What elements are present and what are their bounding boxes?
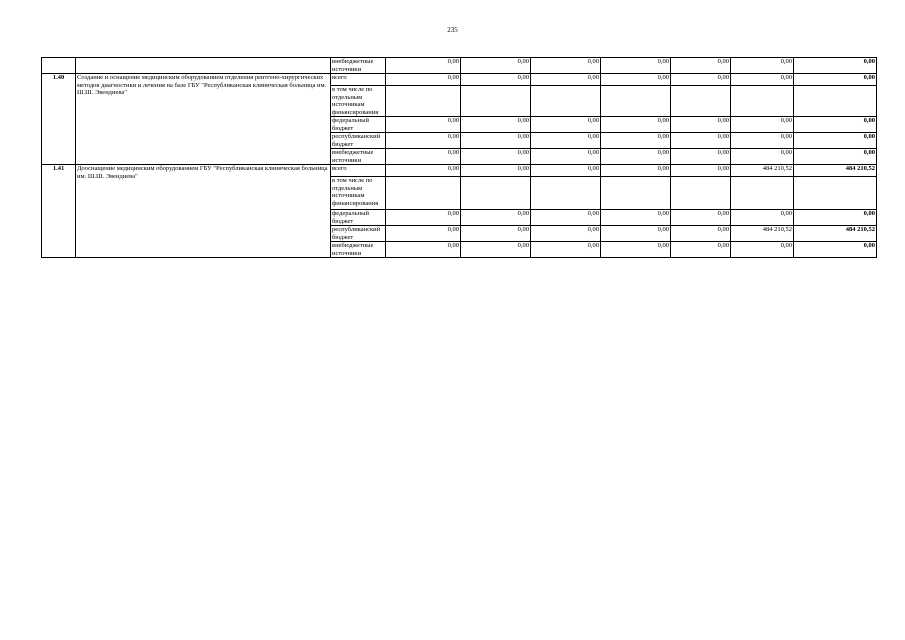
funding-source: республиканский бюджет xyxy=(331,133,386,149)
value-cell: 0,00 xyxy=(601,165,671,177)
total-value-cell: 0,00 xyxy=(794,58,877,74)
value-cell: 0,00 xyxy=(386,210,461,226)
table-body xyxy=(42,58,877,258)
value-cell xyxy=(601,177,671,210)
value-cell: 0,00 xyxy=(531,58,601,74)
value-cell xyxy=(671,177,731,210)
item-number-cell xyxy=(42,58,76,74)
value-cell: 0,00 xyxy=(461,117,531,133)
total-value-cell: 0,00 xyxy=(794,149,877,165)
value-cell: 0,00 xyxy=(461,242,531,258)
value-cell: 0,00 xyxy=(386,74,461,86)
table-row xyxy=(42,74,877,86)
total-value-cell xyxy=(794,177,877,210)
value-cell xyxy=(386,86,461,117)
item-number: 1.41 xyxy=(42,165,76,258)
value-cell: 0,00 xyxy=(731,117,794,133)
value-cell: 0,00 xyxy=(671,210,731,226)
funding-source: в том числе по отдельным источникам финансирования xyxy=(331,177,386,210)
value-cell: 0,00 xyxy=(601,210,671,226)
value-cell xyxy=(671,86,731,117)
value-cell: 0,00 xyxy=(601,133,671,149)
value-cell: 0,00 xyxy=(731,242,794,258)
value-cell: 0,00 xyxy=(731,58,794,74)
total-value-cell: 0,00 xyxy=(794,133,877,149)
value-cell: 0,00 xyxy=(671,133,731,149)
value-cell xyxy=(731,86,794,117)
value-cell: 0,00 xyxy=(671,117,731,133)
table-row xyxy=(42,58,877,74)
budget-table xyxy=(41,57,877,258)
funding-source: всего xyxy=(331,74,386,86)
value-cell: 0,00 xyxy=(671,226,731,242)
value-cell: 484 210,52 xyxy=(731,165,794,177)
funding-source: республиканский бюджет xyxy=(331,226,386,242)
value-cell: 0,00 xyxy=(531,149,601,165)
value-cell: 0,00 xyxy=(671,242,731,258)
value-cell: 0,00 xyxy=(731,210,794,226)
value-cell: 0,00 xyxy=(386,165,461,177)
funding-source: всего xyxy=(331,165,386,177)
funding-source: внебюджетные источники xyxy=(331,58,386,74)
item-description: Дооснащение медицинским оборудованием ГБУ "Республиканская клиническая больница им. Ш.Ш. Эвендиева" xyxy=(76,165,331,258)
value-cell: 0,00 xyxy=(671,149,731,165)
funding-source: в том числе по отдельным источникам финансирования xyxy=(331,86,386,117)
value-cell xyxy=(531,177,601,210)
value-cell: 0,00 xyxy=(461,74,531,86)
value-cell: 0,00 xyxy=(386,117,461,133)
value-cell xyxy=(531,86,601,117)
table-row xyxy=(42,165,877,177)
total-value-cell: 484 210,52 xyxy=(794,226,877,242)
funding-source: федеральный бюджет xyxy=(331,210,386,226)
value-cell: 0,00 xyxy=(731,133,794,149)
total-value-cell xyxy=(794,86,877,117)
value-cell: 0,00 xyxy=(461,165,531,177)
item-description: Создание и оснащение медицинским оборудованием отделения рентгено-хирургических методов диагностики и лечения на базе ГБУ "Республиканская клиническая больница им. Ш.Ш. Эвендиева" xyxy=(76,74,331,165)
value-cell: 0,00 xyxy=(601,149,671,165)
value-cell: 0,00 xyxy=(731,149,794,165)
value-cell: 0,00 xyxy=(386,149,461,165)
value-cell: 0,00 xyxy=(731,74,794,86)
value-cell: 0,00 xyxy=(461,210,531,226)
value-cell: 484 210,52 xyxy=(731,226,794,242)
value-cell: 0,00 xyxy=(386,242,461,258)
total-value-cell: 0,00 xyxy=(794,117,877,133)
total-value-cell: 0,00 xyxy=(794,74,877,86)
total-value-cell: 0,00 xyxy=(794,242,877,258)
funding-source: федеральный бюджет xyxy=(331,117,386,133)
value-cell: 0,00 xyxy=(531,74,601,86)
value-cell: 0,00 xyxy=(671,74,731,86)
value-cell: 0,00 xyxy=(461,226,531,242)
value-cell: 0,00 xyxy=(601,226,671,242)
value-cell: 0,00 xyxy=(461,58,531,74)
value-cell xyxy=(461,86,531,117)
value-cell: 0,00 xyxy=(601,58,671,74)
page-number: 235 xyxy=(447,26,458,34)
value-cell: 0,00 xyxy=(386,226,461,242)
value-cell: 0,00 xyxy=(461,149,531,165)
value-cell: 0,00 xyxy=(531,165,601,177)
total-value-cell: 0,00 xyxy=(794,210,877,226)
value-cell: 0,00 xyxy=(461,133,531,149)
value-cell: 0,00 xyxy=(531,226,601,242)
value-cell: 0,00 xyxy=(531,210,601,226)
value-cell: 0,00 xyxy=(671,58,731,74)
value-cell: 0,00 xyxy=(601,242,671,258)
value-cell xyxy=(386,177,461,210)
value-cell xyxy=(461,177,531,210)
funding-source: внебюджетные источники xyxy=(331,149,386,165)
value-cell xyxy=(601,86,671,117)
value-cell: 0,00 xyxy=(386,133,461,149)
value-cell: 0,00 xyxy=(601,74,671,86)
total-value-cell: 484 210,52 xyxy=(794,165,877,177)
value-cell: 0,00 xyxy=(601,117,671,133)
value-cell: 0,00 xyxy=(386,58,461,74)
item-number: 1.40 xyxy=(42,74,76,165)
value-cell: 0,00 xyxy=(531,133,601,149)
item-description-cell xyxy=(76,58,331,74)
funding-source: внебюджетные источники xyxy=(331,242,386,258)
value-cell: 0,00 xyxy=(531,117,601,133)
value-cell: 0,00 xyxy=(531,242,601,258)
value-cell xyxy=(731,177,794,210)
value-cell: 0,00 xyxy=(671,165,731,177)
